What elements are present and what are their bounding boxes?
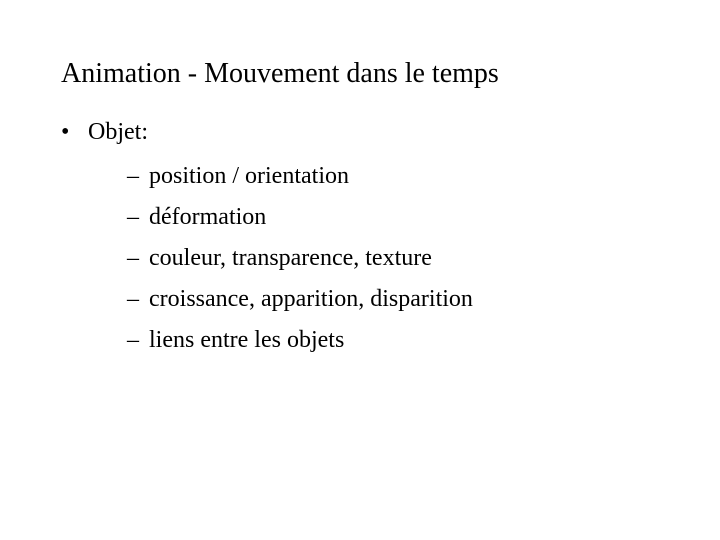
dash-marker: – bbox=[127, 163, 139, 189]
sub-item-text: croissance, apparition, disparition bbox=[149, 286, 473, 312]
sub-item-position bbox=[127, 156, 473, 197]
sub-item-text: liens entre les objets bbox=[149, 327, 345, 353]
dash-marker: – bbox=[127, 286, 139, 312]
sub-list bbox=[61, 156, 473, 361]
sub-item-deformation bbox=[127, 197, 473, 238]
bullet-item bbox=[61, 116, 473, 361]
bullet-list bbox=[61, 116, 473, 361]
sub-item-text: position / orientation bbox=[149, 163, 349, 189]
dash-marker: – bbox=[127, 204, 139, 230]
slide-title: Animation - Mouvement dans le temps bbox=[61, 58, 499, 89]
sub-item-couleur bbox=[127, 238, 473, 279]
sub-item-text: déformation bbox=[149, 204, 267, 230]
sub-item-liens bbox=[127, 320, 473, 361]
sub-item-text: couleur, transparence, texture bbox=[149, 245, 432, 271]
dash-marker: – bbox=[127, 327, 139, 353]
sub-item-croissance bbox=[127, 279, 473, 320]
bullet-marker: • bbox=[61, 119, 70, 145]
bullet-label: Objet: bbox=[88, 119, 148, 145]
dash-marker: – bbox=[127, 245, 139, 271]
